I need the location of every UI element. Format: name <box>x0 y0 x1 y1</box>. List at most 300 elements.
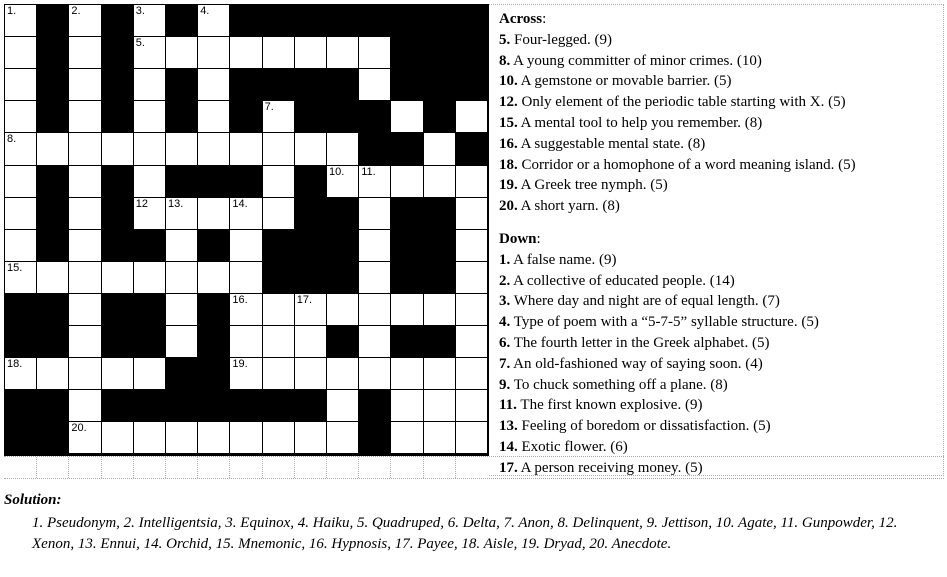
clue-text: Feeling of boredom or dissatisfaction. (5) <box>517 418 771 435</box>
grid-cell-white[interactable] <box>263 133 294 164</box>
clue-text: The first known explosive. (9) <box>516 397 703 414</box>
clue-number: 15. <box>7 261 23 274</box>
grid-cell-white[interactable] <box>166 198 197 229</box>
grid-cell-white[interactable] <box>456 230 487 261</box>
grid-cell-white[interactable] <box>327 37 358 68</box>
grid-cell-white[interactable] <box>327 294 358 325</box>
dotted-col-line <box>358 457 359 478</box>
grid-cell-black <box>102 326 133 357</box>
grid-cell-black <box>230 101 261 132</box>
clue-num: 18. <box>499 156 518 173</box>
grid-cell-black <box>37 390 68 421</box>
grid-cell-white[interactable] <box>263 37 294 68</box>
grid-cell-white[interactable] <box>230 262 261 293</box>
grid-cell-white[interactable] <box>198 133 229 164</box>
across-list <box>499 30 943 217</box>
down-clue <box>499 437 943 458</box>
grid-cell-white[interactable] <box>5 5 36 36</box>
grid-cell-black <box>391 262 422 293</box>
grid-cell-black <box>263 69 294 100</box>
grid-cell-black <box>5 422 36 453</box>
grid-cell-white[interactable] <box>359 358 390 389</box>
grid-cell-white[interactable] <box>391 294 422 325</box>
grid-cell-black <box>359 422 390 453</box>
grid-cell-black <box>230 390 261 421</box>
grid-cell-white[interactable] <box>263 326 294 357</box>
grid-cell-white[interactable] <box>456 262 487 293</box>
grid-cell-black <box>102 101 133 132</box>
grid-cell-white[interactable] <box>456 326 487 357</box>
grid-cell-white[interactable] <box>69 69 100 100</box>
grid-cell-white[interactable] <box>69 166 100 197</box>
down-heading: Down: <box>499 230 541 247</box>
clue-number: 16. <box>232 293 248 306</box>
dotted-col-line <box>197 457 198 478</box>
grid-cell-white[interactable] <box>198 198 229 229</box>
grid-cell-white[interactable] <box>166 326 197 357</box>
grid-cell-white[interactable] <box>359 166 390 197</box>
grid-cell-white[interactable] <box>166 37 197 68</box>
solution-label: Solution <box>4 492 57 508</box>
grid-cell-white[interactable] <box>263 422 294 453</box>
grid-cell-black <box>102 166 133 197</box>
grid-cell-white[interactable] <box>69 5 100 36</box>
clue-num: 15. <box>499 114 518 131</box>
grid-cell-white[interactable] <box>5 198 36 229</box>
clue-text: A Greek tree nymph. (5) <box>517 177 668 194</box>
grid-cell-black <box>327 326 358 357</box>
grid-cell-black <box>424 326 455 357</box>
clue-number: 20. <box>71 422 87 435</box>
clue-text: A false name. (9) <box>510 251 617 268</box>
clue-num: 4. <box>499 314 511 331</box>
dotted-col-line <box>294 457 295 478</box>
grid-cell-black <box>263 262 294 293</box>
grid-cell-white[interactable] <box>69 230 100 261</box>
grid-cell-white[interactable] <box>5 133 36 164</box>
clue-text: A collective of educated people. (14) <box>510 272 735 289</box>
dotted-col-line <box>68 457 69 478</box>
grid-cell-black <box>295 198 326 229</box>
grid-cell-white[interactable] <box>295 358 326 389</box>
grid-cell-white[interactable] <box>359 294 390 325</box>
grid-cell-white[interactable] <box>166 422 197 453</box>
grid-cell-black <box>5 390 36 421</box>
grid-cell-white[interactable] <box>263 166 294 197</box>
grid-cell-white[interactable] <box>102 133 133 164</box>
clue-number: 5. <box>135 37 145 50</box>
grid-cell-black <box>102 37 133 68</box>
grid-cell-black <box>198 230 229 261</box>
clue-text: A young committer of minor crimes. (10) <box>510 52 762 69</box>
grid-cell-black <box>134 294 165 325</box>
grid-cell-white[interactable] <box>134 133 165 164</box>
grid-cell-white[interactable] <box>134 5 165 36</box>
down-list <box>499 250 943 479</box>
grid-cell-white[interactable] <box>69 358 100 389</box>
grid-cell-white[interactable] <box>456 294 487 325</box>
grid-cell-black <box>391 198 422 229</box>
clue-text: An old-fashioned way of saying soon. (4) <box>510 355 763 372</box>
clue-num: 7. <box>499 355 511 372</box>
grid-cell-white[interactable] <box>166 133 197 164</box>
grid-cell-black <box>391 37 422 68</box>
grid-cell-black <box>166 5 197 36</box>
clue-number: 4. <box>200 5 210 17</box>
grid-cell-white[interactable] <box>295 422 326 453</box>
grid-cell-black <box>295 230 326 261</box>
grid-cell-white[interactable] <box>134 101 165 132</box>
clue-num: 9. <box>499 376 511 393</box>
clue-text: A gemstone or movable barrier. (5) <box>517 73 732 90</box>
grid-cell-black <box>424 69 455 100</box>
grid-cell-white[interactable] <box>327 390 358 421</box>
grid-cell-white[interactable] <box>327 358 358 389</box>
down-clue <box>499 291 943 312</box>
grid-cell-white[interactable] <box>69 294 100 325</box>
grid-cell-white[interactable] <box>198 5 229 36</box>
across-clue <box>499 175 943 196</box>
grid-cell-white[interactable] <box>5 37 36 68</box>
crossword-grid <box>4 4 489 456</box>
down-clue <box>499 395 943 416</box>
across-clue <box>499 134 943 155</box>
grid-cell-white[interactable] <box>69 133 100 164</box>
grid-cell-black <box>37 422 68 453</box>
clue-text: A person receiving money. (5) <box>517 459 703 476</box>
clue-num: 1. <box>499 251 511 268</box>
clue-text: A suggestable mental state. (8) <box>517 135 706 152</box>
grid-cell-white[interactable] <box>456 101 487 132</box>
clue-num: 6. <box>499 334 511 351</box>
clue-text: Four-legged. (9) <box>510 31 613 48</box>
grid-cell-black <box>295 5 326 36</box>
dotted-col-line <box>455 457 456 478</box>
grid-cell-white[interactable] <box>263 294 294 325</box>
dotted-col-line <box>326 457 327 478</box>
down-clue <box>499 458 943 479</box>
grid-cell-black <box>166 358 197 389</box>
grid-cell-black <box>37 198 68 229</box>
grid-cell-black <box>424 198 455 229</box>
clue-num: 12. <box>499 94 518 111</box>
clue-number: 6. <box>393 37 403 50</box>
grid-cell-white[interactable] <box>456 390 487 421</box>
across-clue <box>499 71 943 92</box>
grid-cell-black <box>391 69 422 100</box>
grid-cell-black <box>166 390 197 421</box>
clue-num: 2. <box>499 272 511 289</box>
clue-number: 14. <box>232 197 248 210</box>
down-clue <box>499 333 943 354</box>
grid-cell-white[interactable] <box>5 230 36 261</box>
dotted-col-line <box>133 457 134 478</box>
down-clue <box>499 375 943 396</box>
grid-cell-black <box>102 5 133 36</box>
grid-cell-black <box>456 37 487 68</box>
clue-num: 13. <box>499 418 518 435</box>
grid-cell-white[interactable] <box>198 422 229 453</box>
grid-cell-white[interactable] <box>359 262 390 293</box>
clue-text: Only element of the periodic table starting with X. (5) <box>517 94 846 111</box>
clue-num: 17. <box>499 459 518 476</box>
grid-cell-black <box>424 262 455 293</box>
grid-cell-white[interactable] <box>230 326 261 357</box>
grid-cell-white[interactable] <box>263 198 294 229</box>
grid-cell-white[interactable] <box>198 69 229 100</box>
grid-cell-white[interactable] <box>69 37 100 68</box>
grid-cell-white[interactable] <box>69 262 100 293</box>
grid-cell-white[interactable] <box>37 262 68 293</box>
across-clue <box>499 51 943 72</box>
grid-cell-black <box>295 390 326 421</box>
grid-cell-white[interactable] <box>424 422 455 453</box>
grid-cell-white[interactable] <box>359 326 390 357</box>
grid-cell-black <box>37 166 68 197</box>
grid-cell-black <box>230 166 261 197</box>
grid-cell-black <box>134 326 165 357</box>
grid-cell-black <box>424 5 455 36</box>
grid-cell-black <box>37 37 68 68</box>
grid-cell-black <box>359 101 390 132</box>
grid-cell-black <box>391 326 422 357</box>
clue-number: 3. <box>135 5 145 17</box>
clue-num: 20. <box>499 198 518 215</box>
across-clue <box>499 30 943 51</box>
grid-cell-white[interactable] <box>263 358 294 389</box>
grid-cell-white[interactable] <box>230 37 261 68</box>
grid-cell-white[interactable] <box>456 198 487 229</box>
down-clue <box>499 312 943 333</box>
grid-cell-black <box>102 390 133 421</box>
grid-cell-white[interactable] <box>198 101 229 132</box>
dotted-col-line <box>101 457 102 478</box>
grid-cell-black <box>327 230 358 261</box>
grid-cell-white[interactable] <box>456 358 487 389</box>
grid-cell-black <box>327 101 358 132</box>
grid-cell-white[interactable] <box>5 166 36 197</box>
dotted-col-line <box>229 457 230 478</box>
clue-num: 5. <box>499 31 511 48</box>
clue-num: 10. <box>499 73 518 90</box>
across-clue <box>499 155 943 176</box>
grid-cell-white[interactable] <box>424 166 455 197</box>
grid-cell-black <box>327 5 358 36</box>
grid-cell-black <box>391 5 422 36</box>
grid-cell-black <box>37 230 68 261</box>
grid-cell-white[interactable] <box>327 166 358 197</box>
clue-text: To chuck something off a plane. (8) <box>510 376 728 393</box>
grid-cell-white[interactable] <box>456 422 487 453</box>
grid-cell-white[interactable] <box>69 198 100 229</box>
clue-text: Where day and night are of equal length. (7) <box>510 293 780 310</box>
clue-num: 3. <box>499 293 511 310</box>
grid-cell-black <box>424 37 455 68</box>
grid-cell-white[interactable] <box>198 37 229 68</box>
clue-number: 19. <box>232 358 248 371</box>
clue-num: 14. <box>499 438 518 455</box>
grid-cell-white[interactable] <box>37 133 68 164</box>
clue-text: A mental tool to help you remember. (8) <box>517 114 763 131</box>
grid-cell-white[interactable] <box>134 262 165 293</box>
grid-cell-white[interactable] <box>102 358 133 389</box>
grid-cell-black <box>134 230 165 261</box>
grid-cell-black <box>456 69 487 100</box>
grid-cell-black <box>327 198 358 229</box>
clue-text: Corridor or a homophone of a word meaning island. (5) <box>517 156 856 173</box>
grid-cell-black <box>37 294 68 325</box>
grid-cell-white[interactable] <box>5 358 36 389</box>
clue-number: 8. <box>7 133 17 146</box>
grid-cell-black <box>456 133 487 164</box>
grid-cell-white[interactable] <box>424 358 455 389</box>
grid-cell-black <box>230 69 261 100</box>
grid-cell-white[interactable] <box>37 358 68 389</box>
clue-text: Exotic flower. (6) <box>517 438 628 455</box>
grid-cell-black <box>166 69 197 100</box>
grid-cell-black <box>295 262 326 293</box>
clue-num: 8. <box>499 52 511 69</box>
grid-cell-white[interactable] <box>5 101 36 132</box>
grid-cell-white[interactable] <box>295 326 326 357</box>
grid-cell-white[interactable] <box>391 166 422 197</box>
clue-num: 11. <box>499 397 517 414</box>
across-heading: Across: <box>499 11 547 27</box>
grid-cell-white[interactable] <box>134 358 165 389</box>
clue-number: 18. <box>7 358 23 371</box>
grid-cell-black <box>198 166 229 197</box>
dotted-col-line <box>36 457 37 478</box>
grid-cell-white[interactable] <box>359 37 390 68</box>
grid-cell-black <box>102 198 133 229</box>
grid-cell-white[interactable] <box>102 422 133 453</box>
clue-text: The fourth letter in the Greek alphabet. (5) <box>510 334 770 351</box>
grid-cell-white[interactable] <box>198 262 229 293</box>
grid-cell-black <box>198 390 229 421</box>
clues-panel <box>489 4 944 476</box>
grid-cell-white[interactable] <box>69 390 100 421</box>
grid-cell-black <box>263 5 294 36</box>
grid-cell-white[interactable] <box>230 230 261 261</box>
grid-cell-black <box>359 390 390 421</box>
grid-cell-white[interactable] <box>134 69 165 100</box>
dotted-col-line <box>262 457 263 478</box>
grid-cell-white[interactable] <box>424 133 455 164</box>
clue-number: 12 <box>135 197 149 210</box>
solution-text: 1. Pseudonym, 2. Intelligentsia, 3. Equinox, 4. Haiku, 5. Quadruped, 6. Delta, 7. Anon, 8. Delinquent, 9. Jettison, 10. Agate, 11. Gunpowder, 12. Xenon, 13. Ennui, 14. Orchid, 15. Mnemonic, 16. Hypnosis, 17. Payee, 18. Aisle, 19. Dryad, 20. Anecdote. <box>32 515 898 552</box>
clue-number: 10. <box>329 165 345 178</box>
grid-cell-white[interactable] <box>230 294 261 325</box>
grid-cell-white[interactable] <box>134 37 165 68</box>
across-clue <box>499 196 943 217</box>
grid-cell-white[interactable] <box>134 198 165 229</box>
grid-cell-white[interactable] <box>391 390 422 421</box>
grid-cell-white[interactable] <box>5 69 36 100</box>
grid-cell-white[interactable] <box>166 262 197 293</box>
grid-cell-black <box>230 5 261 36</box>
clue-num: 16. <box>499 135 518 152</box>
grid-cell-white[interactable] <box>230 198 261 229</box>
grid-cell-black <box>327 262 358 293</box>
grid-cell-white[interactable] <box>102 262 133 293</box>
grid-cell-black <box>5 326 36 357</box>
grid-cell-white[interactable] <box>327 133 358 164</box>
grid-cell-black <box>424 101 455 132</box>
grid-cell-black <box>391 230 422 261</box>
clue-num: 19. <box>499 177 518 194</box>
grid-cell-white[interactable] <box>69 422 100 453</box>
grid-cell-black <box>134 390 165 421</box>
grid-cell-white[interactable] <box>5 262 36 293</box>
grid-cell-black <box>456 5 487 36</box>
grid-cell-white[interactable] <box>295 37 326 68</box>
grid-cell-black <box>295 69 326 100</box>
grid-cell-white[interactable] <box>69 101 100 132</box>
grid-cell-black <box>359 5 390 36</box>
grid-cell-white[interactable] <box>359 198 390 229</box>
grid-cell-white[interactable] <box>295 294 326 325</box>
grid-cell-white[interactable] <box>391 358 422 389</box>
grid-cell-black <box>327 69 358 100</box>
dotted-col-line <box>423 457 424 478</box>
grid-cell-white[interactable] <box>134 422 165 453</box>
grid-cell-black <box>102 294 133 325</box>
grid-cell-white[interactable] <box>424 294 455 325</box>
grid-cell-white[interactable] <box>230 133 261 164</box>
grid-cell-black <box>391 133 422 164</box>
grid-cell-white[interactable] <box>295 133 326 164</box>
grid-cell-black <box>37 5 68 36</box>
clue-number: 7. <box>264 101 274 114</box>
grid-cell-white[interactable] <box>166 294 197 325</box>
clue-text: A short yarn. (8) <box>517 198 620 215</box>
grid-cell-black <box>424 230 455 261</box>
clue-number: 17. <box>296 293 313 306</box>
grid-cell-black <box>37 326 68 357</box>
grid-cell-white[interactable] <box>359 230 390 261</box>
dotted-col-line <box>165 457 166 478</box>
across-clue <box>499 113 943 134</box>
grid-cell-black <box>198 326 229 357</box>
grid-cell-black <box>295 166 326 197</box>
clue-number: 9. <box>457 133 467 146</box>
down-clue <box>499 354 943 375</box>
grid-cell-white[interactable] <box>424 390 455 421</box>
grid-cell-white[interactable] <box>327 422 358 453</box>
grid-cell-white[interactable] <box>230 422 261 453</box>
grid-cell-black <box>102 230 133 261</box>
grid-cell-white[interactable] <box>359 69 390 100</box>
grid-cell-black <box>263 390 294 421</box>
grid-cell-white[interactable] <box>230 358 261 389</box>
grid-cell-black <box>198 294 229 325</box>
grid-cell-white[interactable] <box>69 326 100 357</box>
grid-cell-white[interactable] <box>391 422 422 453</box>
grid-cell-black <box>37 101 68 132</box>
grid-cell-white[interactable] <box>166 230 197 261</box>
grid-cell-white[interactable] <box>263 101 294 132</box>
grid-cell-white[interactable] <box>456 166 487 197</box>
grid-cell-white[interactable] <box>134 166 165 197</box>
dotted-col-line <box>390 457 391 478</box>
grid-cell-black <box>295 101 326 132</box>
solution-section: Solution: 1. Pseudonym, 2. Intelligentsia, 3. Equinox, 4. Haiku, 5. Quadruped, 6. Delta, 7. Anon, 8. Delinquent, 9. Jettison, 10. Agate, 11. Gunpowder, 12. Xenon, 13. Ennui, 14. Orchid, 15. Mnemonic, 16. Hypnosis, 17. Payee, 18. Aisle, 19. Dryad, 20. Anecdote. <box>4 492 942 555</box>
grid-cell-black <box>359 133 390 164</box>
grid-cell-black <box>166 166 197 197</box>
grid-cell-white[interactable] <box>391 101 422 132</box>
clue-number: 11. <box>361 165 376 178</box>
down-clue <box>499 416 943 437</box>
